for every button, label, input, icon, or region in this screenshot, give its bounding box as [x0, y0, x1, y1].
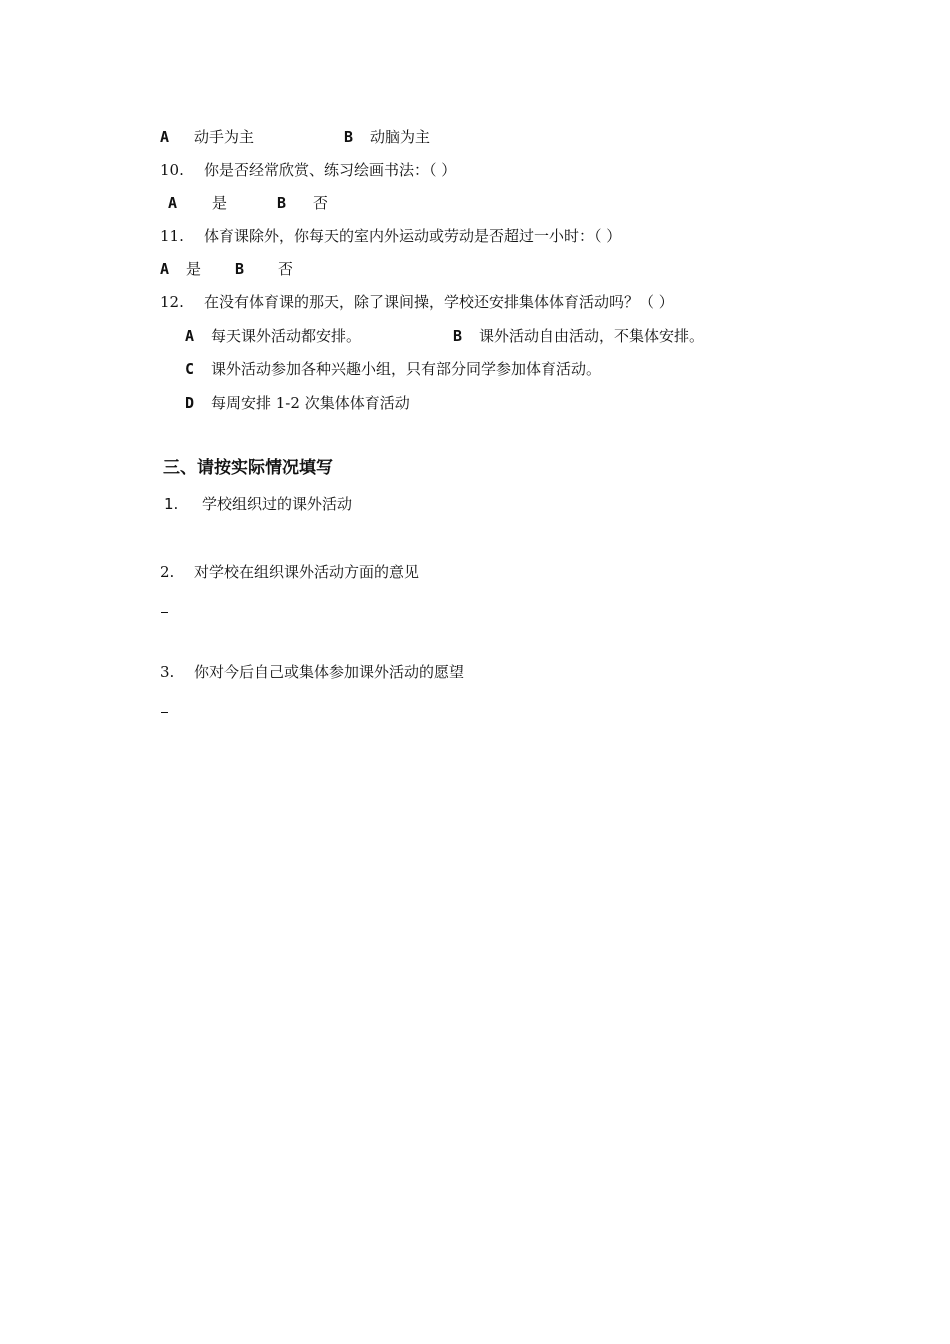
- question-12-option-d-text: 每周安排 1-2 次集体体育活动: [211, 394, 410, 412]
- section-3-item-3-text: 你对今后自己或集体参加课外活动的愿望: [194, 663, 465, 681]
- question-10-option-b-letter: B: [277, 194, 287, 212]
- section-3-item-1-text: 学校组织过的课外活动: [202, 495, 353, 513]
- question-10-text: 你是否经常欣赏、练习绘画书法：（ ）: [204, 161, 457, 179]
- question-12-option-d-letter: D: [185, 394, 195, 412]
- question-12-option-b-letter: B: [453, 327, 463, 345]
- question-10-number: 10.: [160, 161, 184, 179]
- q9-option-b-text: 动脑为主: [370, 128, 431, 146]
- q9-option-a-letter: A: [160, 128, 170, 146]
- question-11-option-b-letter: B: [235, 260, 245, 278]
- question-12-option-a-text: 每天课外活动都安排。: [211, 327, 362, 345]
- question-12-option-c-letter: C: [185, 360, 195, 378]
- answer-blank-3[interactable]: [161, 712, 168, 713]
- section-3-item-3-number: 3.: [160, 663, 175, 681]
- question-10-option-a-text: 是: [212, 194, 228, 212]
- q9-option-b-letter: B: [344, 128, 354, 146]
- question-12-text: 在没有体育课的那天，除了课间操，学校还安排集体体育活动吗？（ ）: [204, 293, 674, 311]
- question-12-option-c-text: 课外活动参加各种兴趣小组，只有部分同学参加体育活动。: [211, 360, 602, 378]
- question-11-option-a-text: 是: [186, 260, 202, 278]
- question-12-option-a-letter: A: [185, 327, 195, 345]
- q9-option-a-text: 动手为主: [194, 128, 255, 146]
- question-10-option-b-text: 否: [313, 194, 329, 212]
- section-3-item-2-text: 对学校在组织课外活动方面的意见: [194, 563, 420, 581]
- question-10-option-a-letter: A: [168, 194, 178, 212]
- answer-blank-2[interactable]: [161, 612, 168, 613]
- section-3-heading: 三、请按实际情况填写: [163, 458, 333, 478]
- question-11-option-b-text: 否: [278, 260, 294, 278]
- section-3-item-1-number: 1.: [164, 495, 179, 513]
- question-11-number: 11.: [160, 227, 184, 245]
- question-11-text: 体育课除外，你每天的室内外运动或劳动是否超过一小时：（ ）: [204, 227, 622, 245]
- section-3-item-2-number: 2.: [160, 563, 175, 581]
- question-12-number: 12.: [160, 293, 184, 311]
- question-12-option-b-text: 课外活动自由活动，不集体安排。: [479, 327, 705, 345]
- question-11-option-a-letter: A: [160, 260, 170, 278]
